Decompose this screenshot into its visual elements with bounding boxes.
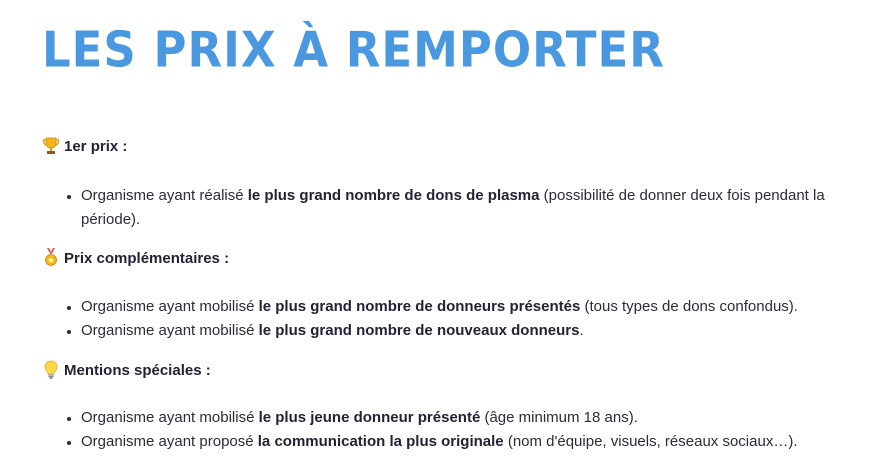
trophy-icon — [42, 136, 60, 156]
section-heading-special-mentions — [42, 360, 211, 380]
list-item: • Organisme ayant mobilisé le plus jeune donneur présenté (âge minimum 18 ans). — [81, 406, 861, 430]
section-heading-label: Prix complémentaires : — [64, 249, 230, 267]
section-heading-label: 1er prix : — [64, 137, 128, 155]
light-bulb-icon — [42, 360, 60, 380]
section-heading-first-prize — [42, 136, 127, 156]
special-mentions-list — [63, 406, 861, 453]
military-medal-icon — [42, 248, 60, 268]
list-item: • Organisme ayant mobilisé le plus grand nombre de nouveaux donneurs. — [81, 319, 861, 343]
list-item: • Organisme ayant mobilisé le plus grand nombre de donneurs présentés (tous types de dons confondus). — [81, 295, 861, 319]
complementary-prizes-list — [63, 295, 861, 342]
section-heading-label: Mentions spéciales : — [64, 361, 211, 379]
first-prize-list — [63, 184, 861, 231]
page-title: LES PRIX À REMPORTER — [42, 21, 665, 79]
list-item: • Organisme ayant réalisé le plus grand nombre de dons de plasma (possibilité de donner deux fois pendant la période). — [81, 184, 861, 231]
list-item: • Organisme ayant proposé la communication la plus originale (nom d'équipe, visuels, réseaux sociaux…). — [81, 430, 861, 454]
section-heading-complementary-prizes — [42, 248, 229, 268]
